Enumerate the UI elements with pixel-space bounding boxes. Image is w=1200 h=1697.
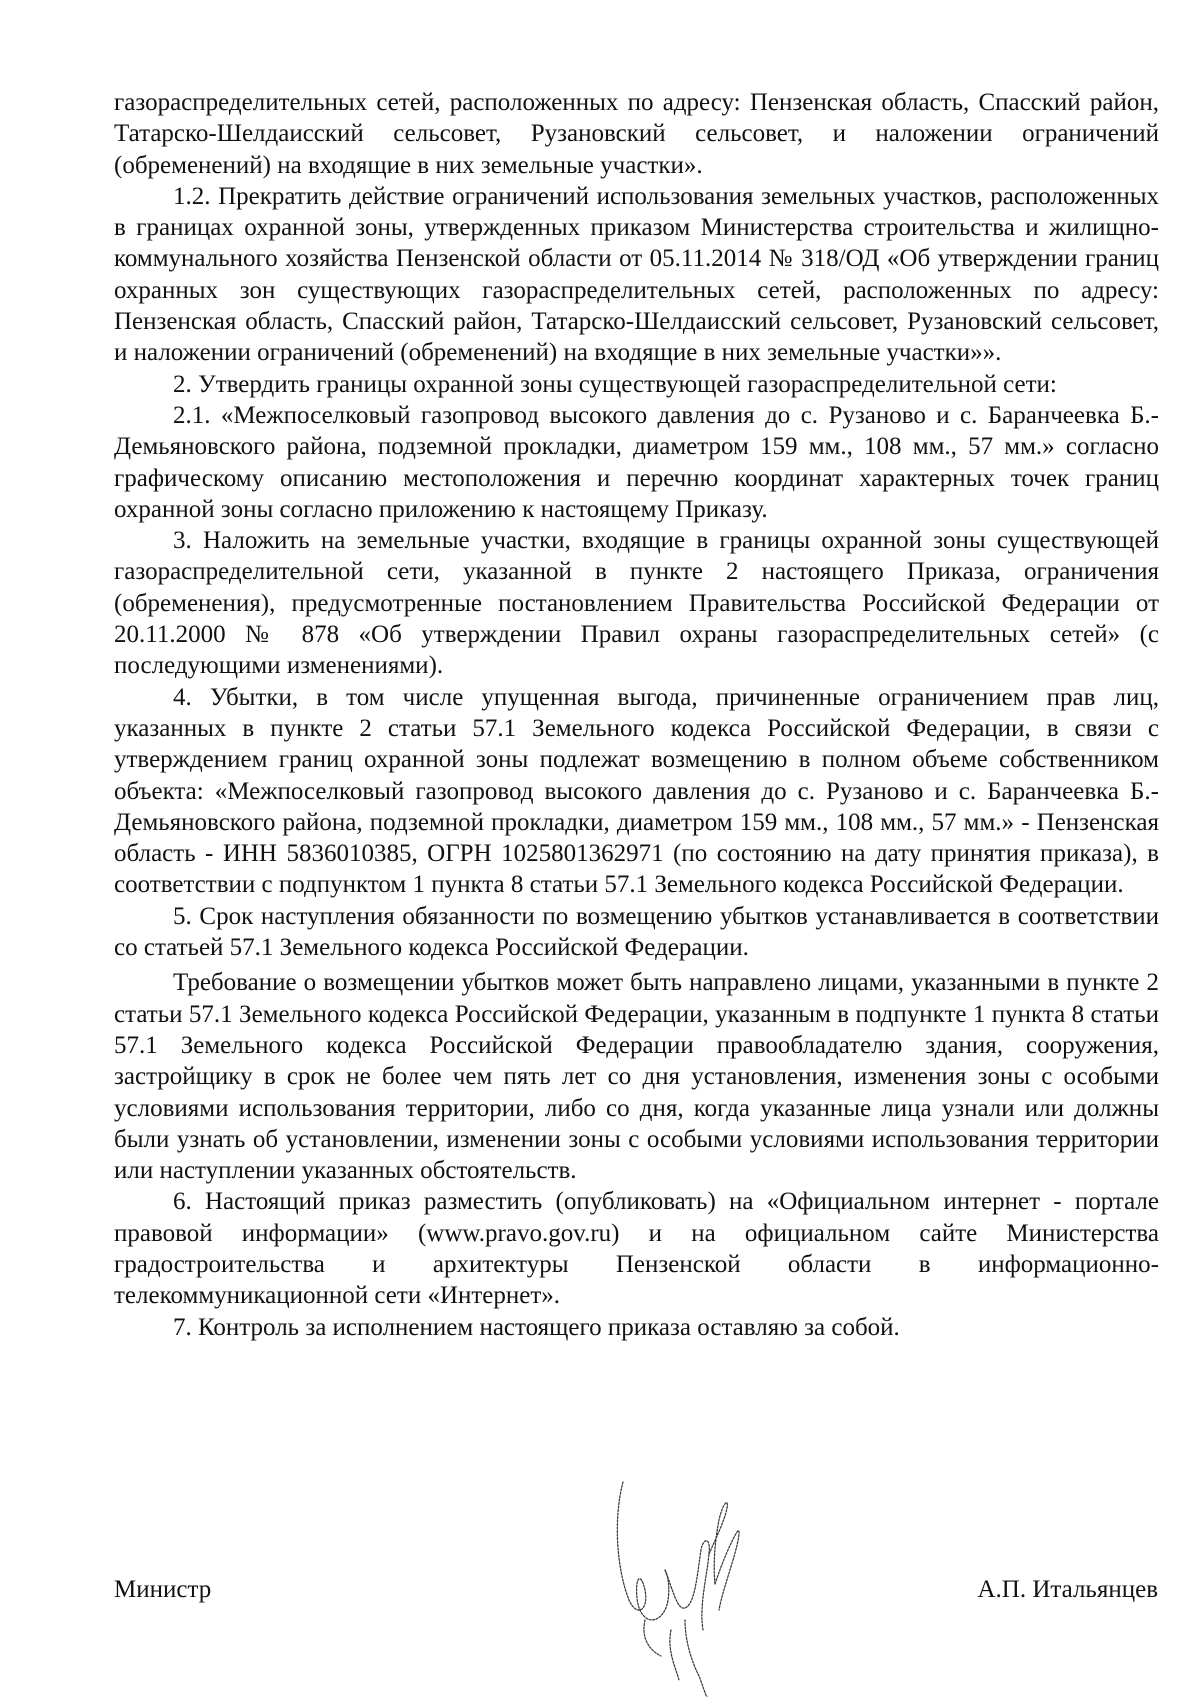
paragraph-7: 7. Контроль за исполнением настоящего приказа оставляю за собой.: [173, 1313, 900, 1341]
paragraph-5: 5. Срок наступления обязанности по возмещению убытков устанавливается в соответствии со статьей 57.1 Земельного кодекса Российской Федерации.: [114, 902, 1159, 962]
paragraph-continuation: газораспределительных сетей, расположенных по адресу: Пензенская область, Спасский район, Татарско-Шелдаисский сельсовет, Рузановский сельсовет, и наложении ограничений (обременений) на входящие в них земельные участки».: [114, 89, 1159, 179]
document-body: [114, 87, 1159, 1343]
signatory-position: Министр: [114, 1576, 212, 1603]
paragraph-3: 3. Наложить на земельные участки, входящие в границы охранной зоны существующей газораспределительной сети, указанной в пункте 2 настоящего Приказа, ограничения (обременения), предусмотренные постановлением Правительства Российской Федерации от 20.11.2000 № 878 «Об утверждении Правил охраны газораспределительных сетей» (с последующими изменениями).: [114, 527, 1159, 680]
paragraph-2: 2. Утвердить границы охранной зоны существующей газораспределительной сети:: [173, 370, 1057, 398]
paragraph-6: 6. Настоящий приказ разместить (опубликовать) на «Официальном интернет - портале правовой информации» (www.pravo.gov.ru) и на официальном сайте Министерства градостроительства и архитектуры Пензенской области в информационно-телекоммуникационной сети «Интернет».: [114, 1188, 1159, 1310]
paragraph-5-requirement: Требование о возмещении убытков может быть направлено лицами, указанными в пункте 2 статьи 57.1 Земельного кодекса Российской Федерации, указанным в подпункте 1 пункта 8 статьи 57.1 Земельного кодекса Российской Федерации правообладателю здания, сооружения, застройщику в срок не более чем пять лет со дня установления, изменения зоны с особыми условиями использования территории, либо со дня, когда указанные лица узнали или должны были узнать об установлении, изменении зоны с особыми условиями использования территории или наступлении указанных обстоятельств.: [114, 969, 1159, 1185]
signatory-name: А.П. Итальянцев: [977, 1576, 1158, 1603]
handwritten-signature: [615, 1480, 785, 1697]
paragraph-4: 4. Убытки, в том числе упущенная выгода, причиненные ограничением прав лиц, указанных в пункте 2 статьи 57.1 Земельного кодекса Российской Федерации, в связи с утверждением границ охранной зоны подлежат возмещению в полном объеме собственником объекта: «Межпоселковый газопровод высокого давления до с. Рузаново и с. Баранчеевка Б.-Демьяновского района, подземной прокладки, диаметром 159 мм., 108 мм., 57 мм.» - Пензенская область - ИНН 5836010385, ОГРН 1025801362971 (по состоянию на дату принятия приказа), в соответствии с подпунктом 1 пункта 8 статьи 57.1 Земельного кодекса Российской Федерации.: [114, 683, 1159, 899]
paragraph-2-1: 2.1. «Межпоселковый газопровод высокого давления до с. Рузаново и с. Баранчеевка Б.-Демьяновского района, подземной прокладки, диаметром 159 мм., 108 мм., 57 мм.» согласно графическому описанию местоположения и перечню координат характерных точек границ охранной зоны согласно приложению к настоящему Приказу.: [114, 401, 1159, 523]
paragraph-1-2: 1.2. Прекратить действие ограничений использования земельных участков, расположенных в границах охранной зоны, утвержденных приказом Министерства строительства и жилищно-коммунального хозяйства Пензенской области от 05.11.2014 № 318/ОД «Об утверждении границ охранных зон существующих газораспределительных сетей, расположенных по адресу: Пензенская область, Спасский район, Татарско-Шелдаисский сельсовет, Рузановский сельсовет, и наложении ограничений (обременений) на входящие в них земельные участки»».: [114, 182, 1159, 367]
